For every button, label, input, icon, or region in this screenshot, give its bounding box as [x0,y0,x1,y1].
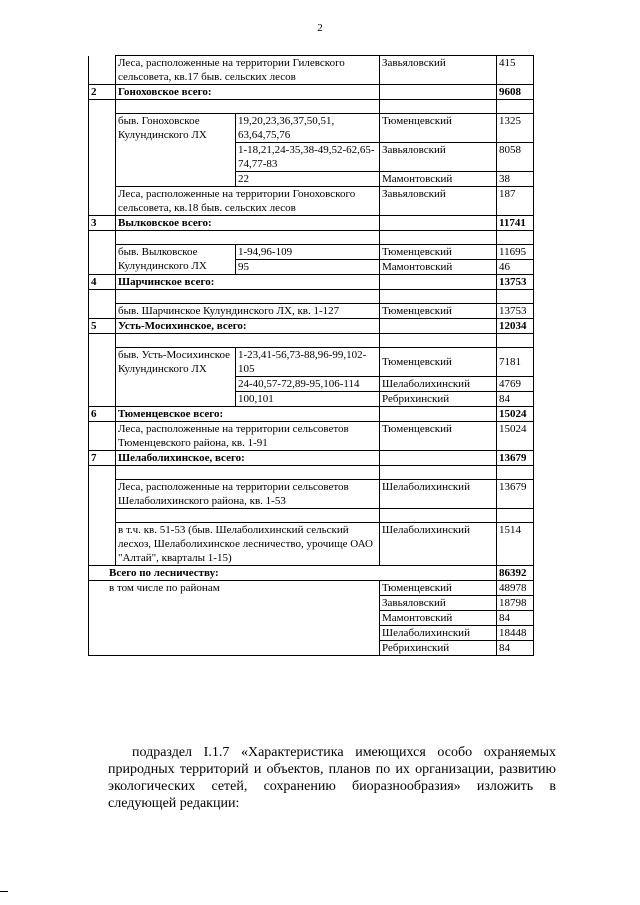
section-number: 2 [89,85,116,100]
district-row [89,581,534,596]
quarters-cell: 100,101 [236,392,380,407]
section-header-row [89,85,534,100]
district-cell: Завьяловский [380,187,497,216]
district-cell: Мамонтовский [380,172,497,187]
district-cell: Тюменцевский [380,422,497,451]
table-row [89,187,534,216]
district-cell: Шелаболихинский [380,523,497,566]
district-value: 48978 [497,581,534,596]
table-row [89,304,534,319]
section-header-row [89,216,534,231]
district-cell: Тюменцевский [380,114,497,143]
quarters-cell: 22 [236,172,380,187]
area-cell: 187 [497,187,534,216]
area-cell: 46 [497,260,534,275]
footer-mark [0,891,8,892]
table-row [89,480,534,509]
forest-description: в т.ч. кв. 51-53 (быв. Шелаболихинский сельский лесхоз, Шелаболихинское лесничество, урочище ОАО "Алтай", кварталы 1-15) [116,523,380,566]
section-total: 13679 [497,451,534,466]
section-header-row [89,319,534,334]
section-title: Шарчинское всего: [116,275,380,290]
district-cell: Ребрихинский [380,392,497,407]
section-title: Вылковское всего: [116,216,380,231]
forestry-table [88,55,534,656]
area-cell: 38 [497,172,534,187]
district-cell: Тюменцевский [380,348,497,377]
district-value: 84 [497,641,534,656]
district-cell: Тюменцевский [380,304,497,319]
district-value: 84 [497,611,534,626]
quarters-cell: 24-40,57-72,89-95,106-114 [236,377,380,392]
section-title: Тюменцевское всего: [116,407,380,422]
table-row [89,245,534,260]
section-header-row [89,451,534,466]
section-header-row [89,407,534,422]
area-cell: 1514 [497,523,534,566]
table-row [89,56,534,85]
by-district-label: в том числе по районам [89,581,380,656]
body-paragraph [108,744,556,812]
quarters-cell: 19,20,23,36,37,50,51, 63,64,75,76 [236,114,380,143]
source-cell: быв. Вылковское Кулундинского ЛХ [116,245,236,275]
section-total: 12034 [497,319,534,334]
quarters-cell: 95 [236,260,380,275]
section-header-row [89,275,534,290]
table-row [89,523,534,566]
section-title: Усть-Мосихинское, всего: [116,319,380,334]
district-name: Мамонтовский [380,611,497,626]
district-cell: Завьяловский [380,56,497,85]
grand-total-value: 86392 [497,566,534,581]
district-cell: Шелаболихинский [380,377,497,392]
section-total: 9608 [497,85,534,100]
table-row [89,114,534,143]
quarters-cell: 1-94,96-109 [236,245,380,260]
district-name: Ребрихинский [380,641,497,656]
district-value: 18448 [497,626,534,641]
district-cell: Шелаболихинский [380,480,497,509]
district-cell: Мамонтовский [380,260,497,275]
grand-total-row [89,566,534,581]
table-row [89,348,534,377]
area-cell: 84 [497,392,534,407]
forest-description: Леса, расположенные на территории сельсоветов Тюменцевского района, кв. 1-91 [116,422,380,451]
section-number: 4 [89,275,116,290]
area-cell: 8058 [497,143,534,172]
area-cell: 13753 [497,304,534,319]
source-cell: быв. Гоноховское Кулундинского ЛХ [116,114,236,187]
source-cell: быв. Шарчинское Кулундинского ЛХ, кв. 1-127 [116,304,380,319]
district-name: Тюменцевский [380,581,497,596]
section-number: 7 [89,451,116,466]
page-number: 2 [317,22,323,34]
forest-description: Леса, расположенные на территории сельсоветов Шелаболихинского района, кв. 1-53 [116,480,380,509]
section-title: Шелаболихинское, всего: [116,451,380,466]
section-number: 3 [89,216,116,231]
area-cell: 1325 [497,114,534,143]
section-total: 11741 [497,216,534,231]
district-value: 18798 [497,596,534,611]
source-cell: быв. Усть-Мосихинское Кулундинского ЛХ [116,348,236,407]
quarters-cell: 1-23,41-56,73-88,96-99,102-105 [236,348,380,377]
section-number: 5 [89,319,116,334]
quarters-cell: 1-18,21,24-35,38-49,52-62,65-74,77-83 [236,143,380,172]
paragraph-text: подраздел I.1.7 «Характеристика имеющихся особо охраняемых природных территорий и объектов, планов по их организации, развитию экологических сетей, сохранению биоразнообразия» изложить в следующей редакции: [108,745,556,811]
district-name: Шелаболихинский [380,626,497,641]
district-cell: Завьяловский [380,143,497,172]
district-name: Завьяловский [380,596,497,611]
area-cell: 13679 [497,480,534,509]
table-row [89,422,534,451]
area-cell: 415 [497,56,534,85]
forest-description: Леса, расположенные на территории Гоноховского сельсовета, кв.18 быв. сельских лесов [116,187,380,216]
section-number: 6 [89,407,116,422]
area-cell: 4769 [497,377,534,392]
area-cell: 7181 [497,348,534,377]
area-cell: 11695 [497,245,534,260]
section-title: Гоноховское всего: [116,85,380,100]
section-total: 13753 [497,275,534,290]
section-total: 15024 [497,407,534,422]
grand-total-label: Всего по лесничеству: [89,566,497,581]
area-cell: 15024 [497,422,534,451]
district-cell: Тюменцевский [380,245,497,260]
forest-description: Леса, расположенные на территории Гилевского сельсовета, кв.17 быв. сельских лесов [116,56,380,85]
